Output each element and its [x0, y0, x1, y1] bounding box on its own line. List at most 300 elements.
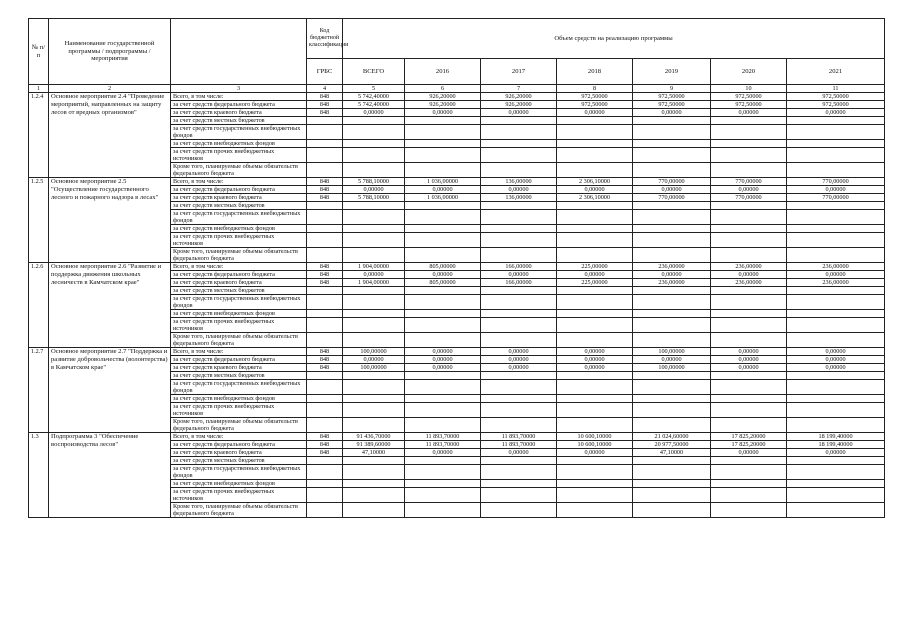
funding-source: за счет средств краевого бюджета	[171, 364, 307, 372]
amount-cell: 0,00000	[481, 348, 557, 356]
amount-cell	[343, 403, 405, 418]
amount-cell: 0,00000	[787, 356, 885, 364]
header-year: 2017	[481, 59, 557, 85]
amount-cell: 100,00000	[633, 364, 711, 372]
amount-cell	[711, 125, 787, 140]
amount-cell	[787, 295, 885, 310]
amount-cell: 5 742,40000	[343, 101, 405, 109]
amount-cell	[481, 395, 557, 403]
grbs-cell	[307, 163, 343, 178]
amount-cell	[633, 480, 711, 488]
funding-source: Всего, в том числе:	[171, 178, 307, 186]
amount-cell: 0,00000	[405, 186, 481, 194]
amount-cell: 0,00000	[405, 449, 481, 457]
amount-cell	[405, 148, 481, 163]
amount-cell	[633, 380, 711, 395]
amount-cell	[405, 210, 481, 225]
amount-cell	[481, 480, 557, 488]
amount-cell	[633, 148, 711, 163]
amount-cell	[711, 380, 787, 395]
funding-source: за счет средств краевого бюджета	[171, 449, 307, 457]
amount-cell	[481, 457, 557, 465]
header-year: 2019	[633, 59, 711, 85]
item-name: Основное мероприятие 2.4 "Проведение мероприятий, направленных на защиту лесов от вредных организмов"	[49, 93, 171, 178]
amount-cell	[343, 372, 405, 380]
amount-cell	[481, 125, 557, 140]
column-index-row	[29, 85, 885, 93]
amount-cell	[787, 480, 885, 488]
table-row	[29, 178, 885, 186]
amount-cell: 0,00000	[405, 356, 481, 364]
grbs-cell: 848	[307, 271, 343, 279]
amount-cell	[481, 465, 557, 480]
table-row	[29, 433, 885, 441]
amount-cell: 0,00000	[787, 109, 885, 117]
funding-source: за счет средств федерального бюджета	[171, 441, 307, 449]
amount-cell	[481, 287, 557, 295]
amount-cell: 17 825,20000	[711, 441, 787, 449]
header-grbs: ГРБС	[307, 59, 343, 85]
amount-cell: 972,50000	[633, 93, 711, 101]
amount-cell	[405, 380, 481, 395]
amount-cell: 236,00000	[787, 263, 885, 271]
amount-cell	[787, 287, 885, 295]
amount-cell: 0,00000	[711, 109, 787, 117]
amount-cell	[343, 333, 405, 348]
amount-cell: 0,00000	[633, 186, 711, 194]
amount-cell	[405, 372, 481, 380]
amount-cell: 236,00000	[711, 263, 787, 271]
header-volume: Объем средств на реализацию программы	[343, 19, 885, 59]
amount-cell: 0,00000	[343, 356, 405, 364]
amount-cell	[405, 140, 481, 148]
amount-cell: 770,00000	[633, 194, 711, 202]
amount-cell: 972,50000	[711, 93, 787, 101]
amount-cell	[633, 225, 711, 233]
amount-cell	[711, 233, 787, 248]
amount-cell: 0,00000	[557, 356, 633, 364]
funding-source: за счет средств федерального бюджета	[171, 101, 307, 109]
amount-cell	[633, 163, 711, 178]
amount-cell	[405, 287, 481, 295]
amount-cell: 18 199,40000	[787, 433, 885, 441]
amount-cell: 926,20000	[481, 101, 557, 109]
amount-cell: 0,00000	[633, 109, 711, 117]
grbs-cell: 848	[307, 178, 343, 186]
amount-cell	[481, 380, 557, 395]
funding-source: Всего, в том числе:	[171, 93, 307, 101]
funding-source: за счет средств государственных внебюджетных фондов	[171, 465, 307, 480]
amount-cell	[787, 465, 885, 480]
amount-cell	[711, 295, 787, 310]
amount-cell	[557, 457, 633, 465]
amount-cell	[405, 480, 481, 488]
amount-cell: 5 788,10000	[343, 178, 405, 186]
amount-cell	[633, 310, 711, 318]
amount-cell	[633, 395, 711, 403]
amount-cell	[711, 333, 787, 348]
amount-cell	[405, 465, 481, 480]
amount-cell	[405, 117, 481, 125]
amount-cell	[633, 233, 711, 248]
amount-cell	[557, 140, 633, 148]
amount-cell: 236,00000	[787, 279, 885, 287]
column-index: 1	[29, 85, 49, 93]
funding-source: за счет средств федерального бюджета	[171, 356, 307, 364]
amount-cell: 1 904,00000	[343, 279, 405, 287]
amount-cell	[343, 210, 405, 225]
amount-cell	[787, 503, 885, 518]
funding-source: за счет средств прочих внебюджетных источников	[171, 403, 307, 418]
amount-cell: 0,00000	[787, 186, 885, 194]
column-index: 2	[49, 85, 171, 93]
amount-cell	[787, 117, 885, 125]
amount-cell	[557, 225, 633, 233]
amount-cell: 0,00000	[481, 109, 557, 117]
amount-cell	[557, 310, 633, 318]
amount-cell: 0,00000	[481, 356, 557, 364]
grbs-cell: 848	[307, 186, 343, 194]
amount-cell: 0,00000	[405, 348, 481, 356]
amount-cell: 1 036,00000	[405, 194, 481, 202]
amount-cell	[481, 503, 557, 518]
amount-cell	[557, 125, 633, 140]
amount-cell	[711, 163, 787, 178]
amount-cell	[405, 233, 481, 248]
amount-cell	[481, 210, 557, 225]
header-name: Наименование государственной программы / подпрограммы / мероприятия	[49, 19, 171, 85]
amount-cell: 91 389,60000	[343, 441, 405, 449]
grbs-cell	[307, 465, 343, 480]
funding-source: Кроме того, планируемые объемы обязательств федерального бюджета	[171, 163, 307, 178]
amount-cell: 0,00000	[481, 186, 557, 194]
grbs-cell: 848	[307, 364, 343, 372]
grbs-cell	[307, 372, 343, 380]
amount-cell: 972,50000	[557, 101, 633, 109]
amount-cell: 926,20000	[405, 93, 481, 101]
funding-source: за счет средств внебюджетных фондов	[171, 310, 307, 318]
amount-cell: 11 893,70000	[405, 433, 481, 441]
amount-cell	[633, 140, 711, 148]
amount-cell	[481, 333, 557, 348]
amount-cell: 0,00000	[481, 271, 557, 279]
grbs-cell	[307, 403, 343, 418]
amount-cell	[481, 202, 557, 210]
amount-cell	[343, 248, 405, 263]
amount-cell	[343, 225, 405, 233]
amount-cell: 47,10000	[633, 449, 711, 457]
amount-cell	[557, 148, 633, 163]
amount-cell	[787, 125, 885, 140]
amount-cell	[711, 140, 787, 148]
column-index: 3	[171, 85, 307, 93]
grbs-cell: 848	[307, 441, 343, 449]
amount-cell	[343, 140, 405, 148]
amount-cell	[481, 418, 557, 433]
amount-cell	[481, 488, 557, 503]
grbs-cell: 848	[307, 356, 343, 364]
amount-cell	[343, 202, 405, 210]
amount-cell: 236,00000	[633, 263, 711, 271]
amount-cell: 926,20000	[481, 93, 557, 101]
amount-cell: 17 825,20000	[711, 433, 787, 441]
amount-cell	[711, 503, 787, 518]
amount-cell: 926,20000	[405, 101, 481, 109]
amount-cell	[405, 457, 481, 465]
amount-cell	[787, 372, 885, 380]
amount-cell	[711, 148, 787, 163]
amount-cell	[343, 310, 405, 318]
amount-cell: 236,00000	[633, 279, 711, 287]
item-name: Подпрограмма 3 "Обеспечение воспроизводства лесов"	[49, 433, 171, 518]
amount-cell	[343, 488, 405, 503]
amount-cell	[405, 395, 481, 403]
item-name: Основное мероприятие 2.5 "Осуществление государственного лесного и пожарного надзора в лесах"	[49, 178, 171, 263]
amount-cell	[557, 163, 633, 178]
funding-source: за счет средств внебюджетных фондов	[171, 395, 307, 403]
amount-cell: 21 024,60000	[633, 433, 711, 441]
amount-cell: 972,50000	[787, 101, 885, 109]
funding-source: Всего, в том числе:	[171, 263, 307, 271]
amount-cell: 0,00000	[557, 271, 633, 279]
grbs-cell: 848	[307, 194, 343, 202]
funding-source: Кроме того, планируемые объемы обязательств федерального бюджета	[171, 333, 307, 348]
amount-cell: 0,00000	[787, 364, 885, 372]
funding-source: за счет средств местных бюджетов	[171, 117, 307, 125]
amount-cell: 770,00000	[787, 194, 885, 202]
amount-cell	[557, 480, 633, 488]
amount-cell	[557, 210, 633, 225]
amount-cell: 225,00000	[557, 279, 633, 287]
grbs-cell	[307, 480, 343, 488]
amount-cell	[711, 318, 787, 333]
funding-source: за счет средств внебюджетных фондов	[171, 140, 307, 148]
amount-cell: 10 600,10000	[557, 433, 633, 441]
grbs-cell: 848	[307, 101, 343, 109]
amount-cell: 136,00000	[481, 178, 557, 186]
amount-cell	[481, 295, 557, 310]
amount-cell	[633, 287, 711, 295]
amount-cell: 5 788,10000	[343, 194, 405, 202]
amount-cell	[557, 233, 633, 248]
grbs-cell	[307, 140, 343, 148]
amount-cell	[343, 163, 405, 178]
funding-source: за счет средств прочих внебюджетных источников	[171, 318, 307, 333]
program-budget-table	[28, 18, 885, 518]
header-total: ВСЕГО	[343, 59, 405, 85]
amount-cell	[481, 233, 557, 248]
grbs-cell	[307, 503, 343, 518]
header-num: № п/п	[29, 19, 49, 85]
item-number: 1.2.6	[29, 263, 49, 348]
amount-cell: 0,00000	[481, 364, 557, 372]
amount-cell	[405, 125, 481, 140]
amount-cell	[481, 403, 557, 418]
amount-cell	[405, 310, 481, 318]
amount-cell: 0,00000	[557, 348, 633, 356]
grbs-cell	[307, 210, 343, 225]
funding-source: за счет средств федерального бюджета	[171, 271, 307, 279]
amount-cell: 770,00000	[787, 178, 885, 186]
amount-cell: 770,00000	[711, 194, 787, 202]
amount-cell	[711, 403, 787, 418]
table-row	[29, 348, 885, 356]
grbs-cell	[307, 318, 343, 333]
amount-cell	[787, 403, 885, 418]
amount-cell	[787, 488, 885, 503]
amount-cell: 0,00000	[711, 364, 787, 372]
amount-cell: 166,00000	[481, 263, 557, 271]
grbs-cell: 848	[307, 449, 343, 457]
amount-cell	[481, 148, 557, 163]
amount-cell	[711, 457, 787, 465]
funding-source: за счет средств местных бюджетов	[171, 202, 307, 210]
amount-cell: 225,00000	[557, 263, 633, 271]
funding-source: за счет средств внебюджетных фондов	[171, 480, 307, 488]
funding-source: за счет средств местных бюджетов	[171, 287, 307, 295]
amount-cell: 0,00000	[711, 348, 787, 356]
column-index: 5	[343, 85, 405, 93]
amount-cell	[343, 418, 405, 433]
funding-source: Кроме того, планируемые объемы обязательств федерального бюджета	[171, 418, 307, 433]
grbs-cell: 848	[307, 263, 343, 271]
amount-cell	[787, 225, 885, 233]
amount-cell	[633, 418, 711, 433]
amount-cell	[787, 248, 885, 263]
amount-cell: 0,00000	[405, 109, 481, 117]
amount-cell	[787, 333, 885, 348]
amount-cell	[633, 318, 711, 333]
amount-cell: 805,00000	[405, 279, 481, 287]
grbs-cell	[307, 333, 343, 348]
grbs-cell	[307, 295, 343, 310]
amount-cell	[343, 395, 405, 403]
amount-cell: 0,00000	[405, 271, 481, 279]
funding-source: за счет средств государственных внебюджетных фондов	[171, 210, 307, 225]
amount-cell: 91 436,70000	[343, 433, 405, 441]
column-index: 9	[633, 85, 711, 93]
amount-cell: 20 977,50000	[633, 441, 711, 449]
amount-cell: 11 893,70000	[405, 441, 481, 449]
amount-cell: 0,00000	[633, 356, 711, 364]
grbs-cell	[307, 148, 343, 163]
amount-cell: 0,00000	[711, 186, 787, 194]
amount-cell	[343, 117, 405, 125]
table-row	[29, 93, 885, 101]
amount-cell	[633, 333, 711, 348]
funding-source: за счет средств краевого бюджета	[171, 109, 307, 117]
amount-cell: 0,00000	[343, 186, 405, 194]
amount-cell: 0,00000	[711, 271, 787, 279]
funding-source: за счет средств федерального бюджета	[171, 186, 307, 194]
amount-cell: 0,00000	[557, 364, 633, 372]
amount-cell	[343, 480, 405, 488]
amount-cell	[711, 465, 787, 480]
amount-cell	[711, 488, 787, 503]
amount-cell	[787, 210, 885, 225]
amount-cell: 0,00000	[405, 364, 481, 372]
amount-cell: 770,00000	[711, 178, 787, 186]
funding-source: за счет средств местных бюджетов	[171, 457, 307, 465]
amount-cell	[787, 418, 885, 433]
amount-cell: 0,00000	[481, 449, 557, 457]
item-name: Основное мероприятие 2.7 "Поддержка и развитие добровольчества (волонтерства) в Камчатском крае"	[49, 348, 171, 433]
amount-cell	[711, 395, 787, 403]
amount-cell: 100,00000	[633, 348, 711, 356]
amount-cell: 0,00000	[711, 449, 787, 457]
funding-source: за счет средств прочих внебюджетных источников	[171, 148, 307, 163]
amount-cell	[343, 287, 405, 295]
amount-cell	[787, 140, 885, 148]
item-number: 1.3	[29, 433, 49, 518]
amount-cell	[343, 465, 405, 480]
amount-cell	[787, 380, 885, 395]
item-number: 1.2.5	[29, 178, 49, 263]
amount-cell: 972,50000	[711, 101, 787, 109]
amount-cell: 0,00000	[557, 449, 633, 457]
amount-cell	[633, 117, 711, 125]
amount-cell: 47,10000	[343, 449, 405, 457]
funding-source: за счет средств прочих внебюджетных источников	[171, 488, 307, 503]
amount-cell	[405, 163, 481, 178]
funding-source: за счет средств прочих внебюджетных источников	[171, 233, 307, 248]
amount-cell: 0,00000	[787, 271, 885, 279]
amount-cell: 5 742,40000	[343, 93, 405, 101]
grbs-cell: 848	[307, 348, 343, 356]
amount-cell	[633, 503, 711, 518]
grbs-cell	[307, 125, 343, 140]
amount-cell	[557, 295, 633, 310]
amount-cell	[633, 295, 711, 310]
header-year: 2018	[557, 59, 633, 85]
grbs-cell	[307, 310, 343, 318]
amount-cell: 0,00000	[633, 271, 711, 279]
amount-cell	[557, 465, 633, 480]
amount-cell	[481, 372, 557, 380]
amount-cell: 136,00000	[481, 194, 557, 202]
grbs-cell	[307, 488, 343, 503]
funding-source: за счет средств краевого бюджета	[171, 279, 307, 287]
amount-cell	[787, 202, 885, 210]
budget-table-sheet	[28, 18, 864, 518]
amount-cell	[711, 202, 787, 210]
header-year: 2016	[405, 59, 481, 85]
amount-cell	[711, 210, 787, 225]
header-year: 2021	[787, 59, 885, 85]
funding-source: за счет средств внебюджетных фондов	[171, 225, 307, 233]
amount-cell	[633, 403, 711, 418]
amount-cell	[405, 295, 481, 310]
column-index: 8	[557, 85, 633, 93]
amount-cell	[343, 295, 405, 310]
amount-cell	[343, 380, 405, 395]
funding-source: Кроме того, планируемые объемы обязательств федерального бюджета	[171, 248, 307, 263]
amount-cell: 2 306,10000	[557, 194, 633, 202]
funding-source: за счет средств краевого бюджета	[171, 194, 307, 202]
amount-cell	[711, 117, 787, 125]
grbs-cell	[307, 248, 343, 263]
amount-cell	[787, 395, 885, 403]
header-empty	[171, 19, 307, 85]
amount-cell: 972,50000	[787, 93, 885, 101]
amount-cell: 0,00000	[787, 348, 885, 356]
grbs-cell	[307, 380, 343, 395]
amount-cell	[481, 248, 557, 263]
grbs-cell	[307, 225, 343, 233]
column-index: 10	[711, 85, 787, 93]
amount-cell	[405, 333, 481, 348]
grbs-cell	[307, 395, 343, 403]
